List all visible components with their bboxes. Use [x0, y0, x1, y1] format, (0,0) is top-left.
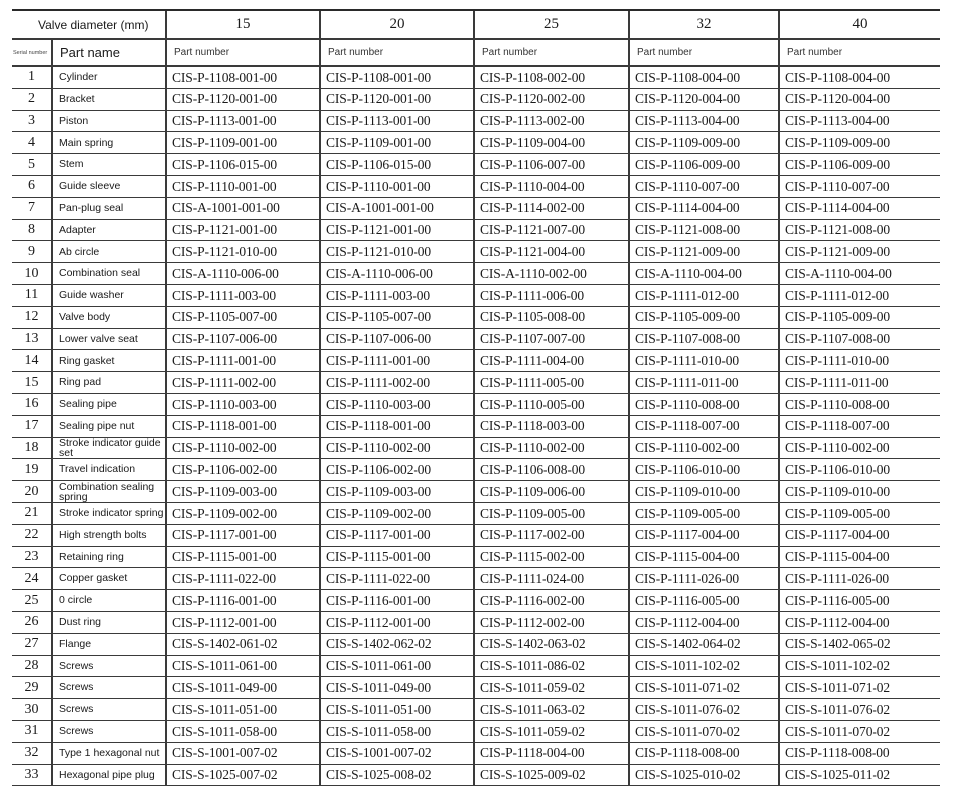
- table-row: [12, 590, 940, 612]
- part-name: Dust ring: [52, 611, 166, 633]
- serial-number: 26: [12, 611, 52, 633]
- part-number-cell: CIS-P-1109-003-00: [320, 481, 474, 503]
- part-name: Guide washer: [52, 284, 166, 306]
- part-number-cell: CIS-P-1114-004-00: [779, 197, 940, 219]
- part-number-cell: CIS-P-1106-002-00: [166, 459, 320, 481]
- part-name: Combination seal: [52, 263, 166, 285]
- serial-number: 32: [12, 742, 52, 764]
- part-number-cell: CIS-P-1111-006-00: [474, 284, 629, 306]
- part-name: Piston: [52, 110, 166, 132]
- part-name: Screws: [52, 677, 166, 699]
- table-row: [12, 459, 940, 481]
- part-name: Stroke indicator guide set: [52, 437, 166, 459]
- part-name: Type 1 hexagonal nut: [52, 742, 166, 764]
- part-name: Hexagonal pipe plug: [52, 764, 166, 786]
- part-number-cell: CIS-P-1116-005-00: [629, 590, 779, 612]
- part-number-cell: CIS-P-1118-008-00: [629, 742, 779, 764]
- table-row: [12, 350, 940, 372]
- part-name-label: Part name: [52, 39, 166, 66]
- part-number-cell: CIS-A-1110-002-00: [474, 263, 629, 285]
- part-number-cell: CIS-P-1106-009-00: [779, 154, 940, 176]
- table-row: [12, 284, 940, 306]
- table-row: [12, 481, 940, 503]
- part-number-label: Part number: [629, 39, 779, 66]
- part-number-cell: CIS-P-1109-010-00: [629, 481, 779, 503]
- part-number-cell: CIS-P-1111-001-00: [166, 350, 320, 372]
- part-number-cell: CIS-P-1112-004-00: [779, 611, 940, 633]
- part-number-cell: CIS-P-1113-004-00: [779, 110, 940, 132]
- part-number-cell: CIS-A-1110-006-00: [320, 263, 474, 285]
- part-number-cell: CIS-P-1110-007-00: [629, 175, 779, 197]
- part-number-cell: CIS-P-1110-001-00: [320, 175, 474, 197]
- serial-number-label: Serial number: [12, 39, 52, 66]
- serial-number: 14: [12, 350, 52, 372]
- table-row: [12, 568, 940, 590]
- valve-diameter-label: Valve diameter (mm): [12, 10, 166, 39]
- part-number-cell: CIS-S-1011-061-00: [166, 655, 320, 677]
- part-name: Adapter: [52, 219, 166, 241]
- part-number-cell: CIS-S-1001-007-02: [166, 742, 320, 764]
- table-row: [12, 677, 940, 699]
- part-number-cell: CIS-P-1110-002-00: [474, 437, 629, 459]
- part-number-cell: CIS-P-1111-003-00: [320, 284, 474, 306]
- part-number-cell: CIS-P-1111-004-00: [474, 350, 629, 372]
- part-number-cell: CIS-S-1025-008-02: [320, 764, 474, 786]
- table-row: [12, 88, 940, 110]
- part-number-label: Part number: [320, 39, 474, 66]
- part-number-cell: CIS-S-1011-061-00: [320, 655, 474, 677]
- part-name: Flange: [52, 633, 166, 655]
- part-number-cell: CIS-P-1120-004-00: [779, 88, 940, 110]
- serial-number: 17: [12, 415, 52, 437]
- part-number-cell: CIS-P-1111-011-00: [779, 372, 940, 394]
- part-number-cell: CIS-P-1107-006-00: [320, 328, 474, 350]
- part-name: Ring gasket: [52, 350, 166, 372]
- part-number-cell: CIS-P-1110-008-00: [629, 393, 779, 415]
- table-row: [12, 764, 940, 786]
- part-number-cell: CIS-P-1111-005-00: [474, 372, 629, 394]
- part-number-cell: CIS-S-1011-059-02: [474, 677, 629, 699]
- part-number-cell: CIS-S-1011-076-02: [779, 699, 940, 721]
- part-name: Sealing pipe: [52, 393, 166, 415]
- part-number-cell: CIS-P-1111-024-00: [474, 568, 629, 590]
- part-number-cell: CIS-P-1111-012-00: [779, 284, 940, 306]
- part-number-cell: CIS-P-1111-026-00: [779, 568, 940, 590]
- part-number-cell: CIS-S-1011-102-02: [629, 655, 779, 677]
- serial-number: 19: [12, 459, 52, 481]
- part-number-cell: CIS-P-1118-008-00: [779, 742, 940, 764]
- part-number-cell: CIS-P-1109-005-00: [629, 502, 779, 524]
- part-number-cell: CIS-P-1109-009-00: [779, 132, 940, 154]
- serial-number: 28: [12, 655, 52, 677]
- serial-number: 24: [12, 568, 52, 590]
- table-row: [12, 154, 940, 176]
- part-number-cell: CIS-A-1001-001-00: [320, 197, 474, 219]
- table-row: [12, 633, 940, 655]
- header-row-columns: [12, 39, 940, 66]
- part-number-cell: CIS-P-1116-001-00: [320, 590, 474, 612]
- part-number-cell: CIS-P-1112-001-00: [166, 611, 320, 633]
- table-row: [12, 175, 940, 197]
- part-number-cell: CIS-P-1112-004-00: [629, 611, 779, 633]
- serial-number: 29: [12, 677, 52, 699]
- serial-number: 13: [12, 328, 52, 350]
- part-number-cell: CIS-P-1120-004-00: [629, 88, 779, 110]
- part-name: Travel indication: [52, 459, 166, 481]
- part-number-cell: CIS-P-1111-010-00: [629, 350, 779, 372]
- part-number-cell: CIS-S-1011-102-02: [779, 655, 940, 677]
- part-number-cell: CIS-S-1011-070-02: [629, 720, 779, 742]
- part-number-cell: CIS-P-1120-001-00: [166, 88, 320, 110]
- serial-number: 5: [12, 154, 52, 176]
- part-number-cell: CIS-P-1107-008-00: [779, 328, 940, 350]
- table-row: [12, 263, 940, 285]
- part-number-cell: CIS-P-1107-006-00: [166, 328, 320, 350]
- part-number-cell: CIS-P-1117-001-00: [320, 524, 474, 546]
- part-number-cell: CIS-P-1110-001-00: [166, 175, 320, 197]
- serial-number: 10: [12, 263, 52, 285]
- part-number-cell: CIS-P-1105-009-00: [629, 306, 779, 328]
- part-number-cell: CIS-P-1113-001-00: [320, 110, 474, 132]
- part-number-cell: CIS-S-1011-071-02: [629, 677, 779, 699]
- part-number-cell: CIS-P-1120-002-00: [474, 88, 629, 110]
- part-number-cell: CIS-P-1109-003-00: [166, 481, 320, 503]
- part-number-cell: CIS-S-1025-010-02: [629, 764, 779, 786]
- part-name: Ring pad: [52, 372, 166, 394]
- part-number-cell: CIS-P-1106-015-00: [320, 154, 474, 176]
- part-number-cell: CIS-P-1109-004-00: [474, 132, 629, 154]
- part-name: Lower valve seat: [52, 328, 166, 350]
- part-number-cell: CIS-P-1121-007-00: [474, 219, 629, 241]
- table-row: [12, 372, 940, 394]
- size-header-32: 32: [629, 10, 779, 39]
- part-number-cell: CIS-P-1109-006-00: [474, 481, 629, 503]
- part-number-cell: CIS-P-1111-002-00: [166, 372, 320, 394]
- part-number-cell: CIS-P-1109-001-00: [320, 132, 474, 154]
- part-name: Pan-plug seal: [52, 197, 166, 219]
- part-number-cell: CIS-P-1109-005-00: [474, 502, 629, 524]
- part-name: Combination sealing spring: [52, 481, 166, 503]
- header-row-diameter: [12, 10, 940, 39]
- part-number-cell: CIS-P-1121-008-00: [779, 219, 940, 241]
- table-row: [12, 720, 940, 742]
- part-number-cell: CIS-P-1117-004-00: [629, 524, 779, 546]
- part-number-cell: CIS-P-1117-001-00: [166, 524, 320, 546]
- part-number-cell: CIS-P-1110-002-00: [320, 437, 474, 459]
- table-row: [12, 197, 940, 219]
- part-number-cell: CIS-P-1110-003-00: [166, 393, 320, 415]
- serial-number: 18: [12, 437, 52, 459]
- part-number-cell: CIS-P-1110-008-00: [779, 393, 940, 415]
- part-number-cell: CIS-S-1011-071-02: [779, 677, 940, 699]
- part-number-cell: CIS-P-1106-015-00: [166, 154, 320, 176]
- table-row: [12, 132, 940, 154]
- serial-number: 22: [12, 524, 52, 546]
- part-name: Stroke indicator spring: [52, 502, 166, 524]
- part-name: High strength bolts: [52, 524, 166, 546]
- part-number-cell: CIS-P-1111-026-00: [629, 568, 779, 590]
- table-row: [12, 110, 940, 132]
- part-number-cell: CIS-P-1113-004-00: [629, 110, 779, 132]
- part-name: Retaining ring: [52, 546, 166, 568]
- part-number-cell: CIS-P-1115-004-00: [779, 546, 940, 568]
- part-number-cell: CIS-P-1106-008-00: [474, 459, 629, 481]
- table-row: [12, 219, 940, 241]
- serial-number: 30: [12, 699, 52, 721]
- part-number-cell: CIS-P-1105-009-00: [779, 306, 940, 328]
- part-number-cell: CIS-S-1402-061-02: [166, 633, 320, 655]
- serial-number: 7: [12, 197, 52, 219]
- part-number-cell: CIS-P-1109-002-00: [320, 502, 474, 524]
- part-number-cell: CIS-P-1109-001-00: [166, 132, 320, 154]
- size-header-20: 20: [320, 10, 474, 39]
- part-name: Sealing pipe nut: [52, 415, 166, 437]
- part-number-cell: CIS-S-1025-011-02: [779, 764, 940, 786]
- parts-table: [12, 9, 940, 786]
- part-number-cell: CIS-P-1113-001-00: [166, 110, 320, 132]
- part-number-cell: CIS-P-1108-001-00: [320, 66, 474, 88]
- part-number-cell: CIS-P-1121-004-00: [474, 241, 629, 263]
- serial-number: 4: [12, 132, 52, 154]
- part-number-cell: CIS-P-1116-005-00: [779, 590, 940, 612]
- table-row: [12, 241, 940, 263]
- serial-number: 15: [12, 372, 52, 394]
- part-number-cell: CIS-P-1116-002-00: [474, 590, 629, 612]
- part-number-cell: CIS-P-1118-007-00: [629, 415, 779, 437]
- part-number-cell: CIS-P-1117-004-00: [779, 524, 940, 546]
- part-number-cell: CIS-P-1106-010-00: [779, 459, 940, 481]
- part-number-cell: CIS-P-1118-001-00: [166, 415, 320, 437]
- part-number-cell: CIS-A-1110-004-00: [779, 263, 940, 285]
- serial-number: 33: [12, 764, 52, 786]
- part-number-cell: CIS-P-1118-001-00: [320, 415, 474, 437]
- part-name: Guide sleeve: [52, 175, 166, 197]
- part-number-cell: CIS-S-1011-070-02: [779, 720, 940, 742]
- part-number-cell: CIS-P-1115-001-00: [320, 546, 474, 568]
- table-row: [12, 524, 940, 546]
- serial-number: 1: [12, 66, 52, 88]
- part-number-cell: CIS-P-1108-004-00: [779, 66, 940, 88]
- part-name: Main spring: [52, 132, 166, 154]
- part-number-cell: CIS-P-1113-002-00: [474, 110, 629, 132]
- part-number-cell: CIS-S-1402-063-02: [474, 633, 629, 655]
- serial-number: 27: [12, 633, 52, 655]
- serial-number: 11: [12, 284, 52, 306]
- part-number-cell: CIS-S-1402-062-02: [320, 633, 474, 655]
- part-number-label: Part number: [779, 39, 940, 66]
- part-number-cell: CIS-P-1108-002-00: [474, 66, 629, 88]
- part-number-cell: CIS-P-1111-011-00: [629, 372, 779, 394]
- part-number-cell: CIS-P-1121-010-00: [166, 241, 320, 263]
- part-name: Ab circle: [52, 241, 166, 263]
- serial-number: 23: [12, 546, 52, 568]
- part-number-cell: CIS-P-1121-010-00: [320, 241, 474, 263]
- part-number-cell: CIS-A-1110-006-00: [166, 263, 320, 285]
- part-number-cell: CIS-S-1011-063-02: [474, 699, 629, 721]
- part-name: Valve body: [52, 306, 166, 328]
- part-number-cell: CIS-P-1111-001-00: [320, 350, 474, 372]
- part-number-cell: CIS-P-1112-001-00: [320, 611, 474, 633]
- part-number-cell: CIS-P-1109-010-00: [779, 481, 940, 503]
- part-number-cell: CIS-P-1105-008-00: [474, 306, 629, 328]
- part-number-label: Part number: [474, 39, 629, 66]
- table-row: [12, 699, 940, 721]
- part-number-cell: CIS-S-1011-058-00: [166, 720, 320, 742]
- part-number-cell: CIS-P-1111-022-00: [320, 568, 474, 590]
- part-number-cell: CIS-P-1111-003-00: [166, 284, 320, 306]
- size-header-25: 25: [474, 10, 629, 39]
- part-name: Bracket: [52, 88, 166, 110]
- part-number-cell: CIS-P-1121-009-00: [629, 241, 779, 263]
- table-row: [12, 66, 940, 88]
- serial-number: 9: [12, 241, 52, 263]
- serial-number: 3: [12, 110, 52, 132]
- part-number-cell: CIS-P-1110-007-00: [779, 175, 940, 197]
- table-row: [12, 306, 940, 328]
- part-number-cell: CIS-S-1011-076-02: [629, 699, 779, 721]
- serial-number: 16: [12, 393, 52, 415]
- part-name: Copper gasket: [52, 568, 166, 590]
- table-row: [12, 611, 940, 633]
- size-header-15: 15: [166, 10, 320, 39]
- serial-number: 12: [12, 306, 52, 328]
- part-number-cell: CIS-P-1106-002-00: [320, 459, 474, 481]
- part-number-cell: CIS-P-1108-001-00: [166, 66, 320, 88]
- part-name: 0 circle: [52, 590, 166, 612]
- part-name: Screws: [52, 720, 166, 742]
- part-number-cell: CIS-P-1120-001-00: [320, 88, 474, 110]
- part-number-cell: CIS-P-1115-001-00: [166, 546, 320, 568]
- part-number-cell: CIS-S-1402-064-02: [629, 633, 779, 655]
- part-number-cell: CIS-P-1110-002-00: [166, 437, 320, 459]
- table-row: [12, 415, 940, 437]
- part-name: Cylinder: [52, 66, 166, 88]
- part-name: Stem: [52, 154, 166, 176]
- part-number-cell: CIS-P-1106-007-00: [474, 154, 629, 176]
- serial-number: 8: [12, 219, 52, 241]
- part-number-cell: CIS-P-1110-002-00: [779, 437, 940, 459]
- part-number-cell: CIS-S-1011-058-00: [320, 720, 474, 742]
- part-number-label: Part number: [166, 39, 320, 66]
- part-number-cell: CIS-P-1115-004-00: [629, 546, 779, 568]
- table-row: [12, 655, 940, 677]
- part-number-cell: CIS-P-1121-001-00: [166, 219, 320, 241]
- part-number-cell: CIS-P-1109-002-00: [166, 502, 320, 524]
- part-number-cell: CIS-S-1011-049-00: [166, 677, 320, 699]
- serial-number: 6: [12, 175, 52, 197]
- part-number-cell: CIS-P-1114-002-00: [474, 197, 629, 219]
- part-number-cell: CIS-P-1105-007-00: [320, 306, 474, 328]
- part-number-cell: CIS-P-1115-002-00: [474, 546, 629, 568]
- part-number-cell: CIS-S-1025-009-02: [474, 764, 629, 786]
- table-row: [12, 328, 940, 350]
- table-row: [12, 393, 940, 415]
- part-number-cell: CIS-P-1114-004-00: [629, 197, 779, 219]
- part-number-cell: CIS-P-1107-007-00: [474, 328, 629, 350]
- part-number-cell: CIS-P-1111-002-00: [320, 372, 474, 394]
- part-number-cell: CIS-S-1025-007-02: [166, 764, 320, 786]
- part-number-cell: CIS-S-1011-051-00: [320, 699, 474, 721]
- serial-number: 25: [12, 590, 52, 612]
- part-name: Screws: [52, 655, 166, 677]
- part-number-cell: CIS-P-1108-004-00: [629, 66, 779, 88]
- part-number-cell: CIS-S-1001-007-02: [320, 742, 474, 764]
- part-number-cell: CIS-P-1121-008-00: [629, 219, 779, 241]
- table-row: [12, 546, 940, 568]
- part-number-cell: CIS-P-1110-003-00: [320, 393, 474, 415]
- part-number-cell: CIS-P-1110-002-00: [629, 437, 779, 459]
- part-number-cell: CIS-P-1121-001-00: [320, 219, 474, 241]
- part-number-cell: CIS-P-1112-002-00: [474, 611, 629, 633]
- part-number-cell: CIS-P-1118-003-00: [474, 415, 629, 437]
- size-header-40: 40: [779, 10, 940, 39]
- part-number-cell: CIS-A-1001-001-00: [166, 197, 320, 219]
- serial-number: 20: [12, 481, 52, 503]
- part-number-cell: CIS-P-1111-022-00: [166, 568, 320, 590]
- part-number-cell: CIS-P-1118-004-00: [474, 742, 629, 764]
- part-number-cell: CIS-P-1106-009-00: [629, 154, 779, 176]
- part-number-cell: CIS-P-1105-007-00: [166, 306, 320, 328]
- part-number-cell: CIS-P-1111-012-00: [629, 284, 779, 306]
- part-number-cell: CIS-P-1110-004-00: [474, 175, 629, 197]
- part-number-cell: CIS-P-1117-002-00: [474, 524, 629, 546]
- part-number-cell: CIS-P-1109-009-00: [629, 132, 779, 154]
- table-row: [12, 502, 940, 524]
- part-number-cell: CIS-S-1011-059-02: [474, 720, 629, 742]
- part-number-cell: CIS-S-1011-049-00: [320, 677, 474, 699]
- part-number-cell: CIS-P-1109-005-00: [779, 502, 940, 524]
- table-row: [12, 437, 940, 459]
- part-number-cell: CIS-P-1106-010-00: [629, 459, 779, 481]
- part-number-cell: CIS-P-1107-008-00: [629, 328, 779, 350]
- part-number-cell: CIS-P-1110-005-00: [474, 393, 629, 415]
- part-number-cell: CIS-P-1118-007-00: [779, 415, 940, 437]
- serial-number: 2: [12, 88, 52, 110]
- part-number-cell: CIS-S-1011-051-00: [166, 699, 320, 721]
- part-number-cell: CIS-P-1121-009-00: [779, 241, 940, 263]
- serial-number: 31: [12, 720, 52, 742]
- part-number-cell: CIS-S-1402-065-02: [779, 633, 940, 655]
- part-number-cell: CIS-S-1011-086-02: [474, 655, 629, 677]
- part-number-cell: CIS-P-1116-001-00: [166, 590, 320, 612]
- part-number-cell: CIS-A-1110-004-00: [629, 263, 779, 285]
- serial-number: 21: [12, 502, 52, 524]
- part-number-cell: CIS-P-1111-010-00: [779, 350, 940, 372]
- part-name: Screws: [52, 699, 166, 721]
